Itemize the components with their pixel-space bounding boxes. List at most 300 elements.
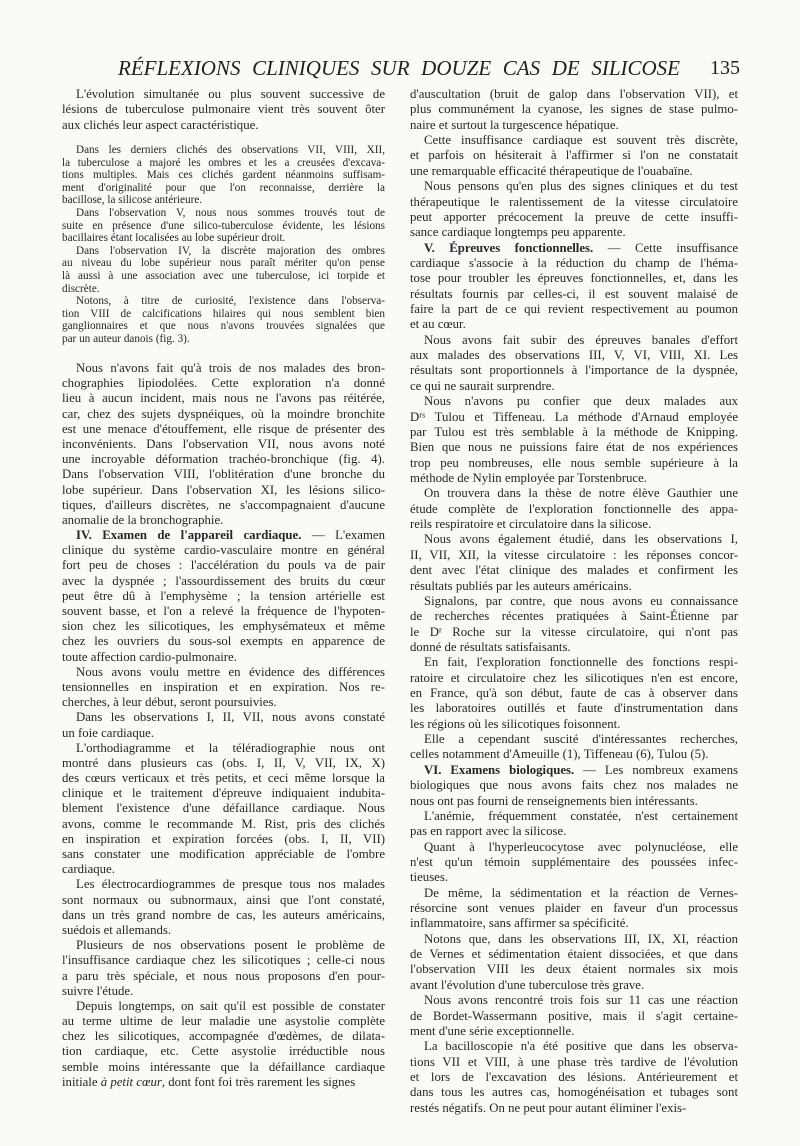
text-line: [410, 333, 738, 348]
paragraph: [410, 732, 738, 763]
text-line: [410, 901, 738, 916]
paragraph: [62, 665, 385, 711]
text-line: [410, 486, 738, 501]
line-text: [62, 1075, 355, 1090]
text-line: [62, 245, 385, 258]
text-line: [410, 609, 738, 624]
text-line: [410, 840, 738, 855]
paragraph: [62, 144, 385, 207]
line-text: En fait, l'exploration fonctionnelle des fonctions respi-: [424, 655, 738, 670]
line-text: Dans les observations I, II, VII, nous avons constaté: [76, 710, 385, 725]
line-text: un foie cardiaque.: [62, 725, 155, 740]
text-run: — Les nombreux examens: [574, 762, 738, 777]
text-line: [410, 471, 738, 486]
line-text: L'anémie, fréquemment constatée, n'est certainement: [424, 808, 738, 823]
line-text: en inspiration et expiration forcées (obs. I, II, VII): [62, 831, 385, 846]
paragraph: [62, 87, 385, 133]
paragraph: [410, 532, 738, 593]
text-line: [410, 594, 738, 609]
line-text: là aussi à une association avec une tuberculose, ici torpide et: [62, 269, 385, 282]
paragraph: [410, 87, 738, 133]
line-text: Dans l'observation V, nous nous sommes trouvés tout de: [76, 206, 385, 219]
right-column-body: [410, 87, 738, 1116]
line-text: aux clichés leur aspect caractéristique.: [62, 117, 259, 132]
text-line: [62, 574, 385, 589]
text-line: [62, 756, 385, 771]
text-line: [62, 452, 385, 467]
text-line: [410, 732, 738, 747]
text-line: [62, 665, 385, 680]
text-line: [62, 220, 385, 233]
paragraph: [62, 877, 385, 938]
text-line: [410, 916, 738, 931]
line-text: Dans l'observation IV, la discrète majoration des ombres: [76, 244, 385, 257]
line-text: étude complète de l'exploration fonctionnelle des appa-: [410, 501, 738, 516]
text-line: [410, 102, 738, 117]
text-line: [62, 710, 385, 725]
text-line: [62, 498, 385, 513]
text-line: [62, 407, 385, 422]
line-text: clinique et le traitement d'épreuve indiquaient indubita-: [62, 786, 385, 801]
line-text: une remarquable efficacité thérapeutique de l'ouabaïne.: [410, 163, 693, 178]
paragraph: [62, 938, 385, 999]
text-line: [62, 938, 385, 953]
line-text: Plusieurs de nos observations posent le problème de: [76, 938, 385, 953]
line-text: ment d'une série exceptionnelle.: [410, 1023, 575, 1038]
line-text: chographies lipiodolées. Cette exploration n'a donné: [62, 376, 385, 391]
line-text: blement l'existence d'une défaillance cardiaque. Nous: [62, 801, 385, 816]
paragraph: [410, 1039, 738, 1116]
text-line: [62, 604, 385, 619]
text-line: [62, 361, 385, 376]
text-line: [410, 794, 738, 809]
line-text: tieuses.: [410, 870, 449, 885]
text-line: [62, 984, 385, 999]
paragraph: [410, 241, 738, 333]
line-text: lobe supérieur. Dans l'observation XI, les lésions silico-: [62, 482, 385, 497]
text-line: [410, 1039, 738, 1054]
left-column-body: [62, 361, 385, 1090]
text-line: [62, 558, 385, 573]
line-text: Quant à l'hyperleucocytose avec polynucléose, elle: [424, 839, 738, 854]
paragraph: [62, 207, 385, 245]
line-text: de Vernes et sédimentation étaient dissociées, et que dans: [410, 947, 738, 962]
line-text: avec la dyspnée ; l'assourdissement des bruits du cœur: [62, 573, 385, 588]
superscript: r: [438, 624, 442, 634]
paragraph: [62, 361, 385, 528]
line-text: peut apporter précocement la preuve de cette insuffi-: [410, 209, 738, 224]
line-text: tion VIII de calcifications hilaires qui nous semblent bien: [62, 307, 385, 320]
line-text: tion cardiaque, etc. Cette asystolie irréductible nous: [62, 1044, 385, 1059]
text-line: [410, 870, 738, 885]
paragraph: [410, 840, 738, 886]
line-text: les régions où les silicotiques foisonnent.: [410, 716, 621, 731]
paragraph: [62, 245, 385, 295]
running-title-text: RÉFLEXIONS CLINIQUES SUR DOUZE CAS DE SILICOSE: [118, 56, 680, 80]
line-text: au niveau du lobe supérieur nous paraît mériter qu'on pense: [62, 257, 385, 270]
line-text: [424, 241, 738, 256]
text-line: [410, 532, 738, 547]
paragraph: [410, 809, 738, 840]
text-line: [410, 717, 738, 732]
line-text: n'est qu'un témoin supplémentaire des poussées infec-: [410, 854, 738, 869]
text-line: [410, 410, 738, 425]
text-line: [62, 391, 385, 406]
text-line: [410, 256, 738, 271]
text-line: [62, 923, 385, 938]
line-text: par Tulou est très semblable à la méthode de Knipping.: [410, 424, 738, 439]
text-line: [62, 308, 385, 321]
text-line: [410, 962, 738, 977]
line-text: Nous avons rencontré trois fois sur 11 cas une réaction: [424, 993, 738, 1008]
text-line: [62, 102, 385, 117]
text-line: [410, 579, 738, 594]
line-text: peut être dû à l'emphysème ; la tension artérielle est: [62, 588, 385, 603]
line-text: montré dans plusieurs cas (obs. I, II, V, VII, IX, X): [62, 755, 385, 770]
text-line: [410, 87, 738, 102]
text-line: [62, 283, 385, 296]
line-text: Notons, à titre de curiosité, l'existence dans l'observa-: [76, 295, 385, 308]
line-text: Depuis longtemps, on sait qu'il est possible de constater: [76, 998, 385, 1013]
line-text: aux malades des observations III, V, VI, VIII, XI. Les: [410, 348, 738, 363]
line-text: résultats sont proportionnels à l'importance de la dyspnée,: [410, 363, 738, 378]
text-line: [62, 908, 385, 923]
paragraph: [62, 999, 385, 1090]
text-line: [410, 701, 738, 716]
paragraph: [410, 333, 738, 394]
text-line: [62, 999, 385, 1014]
text-line: [62, 157, 385, 170]
text-line: [410, 640, 738, 655]
line-text: résultats fournis par celles-ci, il est souvent malaisé de: [410, 286, 738, 301]
line-text: de Bordet-Wassermann positive, mais il s'agit certaine-: [410, 1008, 738, 1023]
line-text: Nous n'avons fait qu'à trois de nos malades des bron-: [76, 361, 385, 375]
line-text: Signalons, par contre, que nous avons eu connaissance: [424, 593, 738, 608]
text-line: [62, 1075, 385, 1090]
line-text: discrète.: [62, 282, 100, 295]
line-text: Dans l'observation VIII, l'oblitération d'une bronche du: [62, 467, 385, 482]
paragraph: [410, 594, 738, 655]
paragraph: [62, 295, 385, 345]
line-text: lésions de tuberculose pulmonaire vient très souvent ôter: [62, 102, 385, 117]
line-text: ment d'originalité pour que l'on reconnaisse, derrière la: [62, 181, 385, 194]
text-line: [410, 747, 738, 762]
line-text: cardiaque.: [62, 862, 115, 877]
line-text: On trouvera dans la thèse de notre élève Gauthier une: [424, 486, 738, 501]
text-run: — Cette insuffisance: [593, 240, 739, 255]
text-line: [62, 144, 385, 157]
line-text: les laboratoires outillés et faute d'instrumentation dans: [410, 701, 738, 716]
section-heading: V. Épreuves fonctionnelles.: [424, 240, 594, 255]
line-text: tions VII et VIII, à une phase très tardive de l'évolution: [410, 1054, 738, 1069]
line-text: est une menace d'étouffement, elle risque de présenter des: [62, 421, 385, 436]
text-line: [62, 257, 385, 270]
line-text: Nous pensons qu'en plus des signes cliniques et du test: [424, 179, 738, 194]
text-line: [410, 686, 738, 701]
line-text: plus communément la cyanose, les signes de stase pulmo-: [410, 102, 738, 117]
text-line: [62, 543, 385, 558]
text-line: [410, 271, 738, 286]
line-text: méthode de Nylin employée par Torstenbruce.: [410, 470, 647, 485]
text-line: [62, 695, 385, 710]
line-text: d'auscultation (bruit de galop dans l'observation VII), et: [410, 87, 738, 101]
emphasis: à petit cœur: [100, 1074, 162, 1089]
text-run: D: [410, 409, 420, 424]
text-line: [410, 978, 738, 993]
text-line: [62, 182, 385, 195]
line-text: fort peu de choses : l'accélération du pouls va de pair: [62, 558, 385, 573]
text-line: [410, 394, 738, 409]
line-text: Les électrocardiogrammes de presque tous nos malades: [76, 877, 385, 892]
line-text: L'évolution simultanée ou plus souvent successive de: [76, 87, 385, 101]
line-text: l'observation VIII les deux étaient normales six mois: [410, 962, 738, 977]
text-line: [62, 1044, 385, 1059]
text-line: [410, 625, 738, 640]
text-line: [410, 517, 738, 532]
line-text: Nous n'avons pu confier que deux malades aux: [424, 394, 738, 409]
line-text: souvent basse, et l'on a relevé la fréquence de l'hypoten-: [62, 604, 385, 618]
line-text: pas en rapport avec la silicose.: [410, 824, 567, 839]
line-text: dans tous les autres cas, homogénéisation et tubages sont: [410, 1085, 738, 1100]
line-text: chez les ouvriers du sous-sol exempts en apparence de: [62, 634, 385, 649]
text-line: [62, 333, 385, 346]
line-text: dent avec l'état clinique des malades et confirment les: [410, 563, 738, 578]
text-line: [62, 969, 385, 984]
text-line: [62, 680, 385, 695]
superscript: rs: [419, 409, 426, 419]
text-line: [62, 589, 385, 604]
text-line: [410, 287, 738, 302]
text-line: [62, 376, 385, 391]
line-text: anomalie de la bronchographie.: [62, 512, 224, 527]
text-line: [62, 650, 385, 665]
paragraph: [62, 741, 385, 878]
line-text: [76, 528, 385, 543]
line-text: tensionnelles en inspiration et en expiration. Nos re-: [62, 679, 385, 694]
line-text: cherches, à leur début, seront poursuivies.: [62, 695, 277, 710]
running-title: [118, 54, 680, 82]
line-text: sion chez les silicotiques, les emphysémateux et même: [62, 619, 385, 634]
paragraph: [410, 932, 738, 993]
text-line: [410, 932, 738, 947]
text-line: [410, 502, 738, 517]
text-line: [410, 1070, 738, 1085]
text-line: [62, 817, 385, 832]
paragraph: [410, 133, 738, 179]
text-line: [410, 210, 738, 225]
line-text: au terme ultime de leur maladie une asystolie complète: [62, 1014, 385, 1029]
paragraph: [62, 528, 385, 665]
line-text: par un auteur danois (fig. 3).: [62, 332, 190, 345]
line-text: thérapeutique le ralentissement de la vitesse circulatoire: [410, 194, 738, 209]
text-line: [62, 483, 385, 498]
line-text: [424, 763, 738, 778]
paragraph: [410, 763, 738, 809]
text-line: [62, 295, 385, 308]
line-text: celles notamment d'Ameuille (1), Tiffeneau (6), Tulou (5).: [410, 747, 709, 762]
text-line: [410, 1024, 738, 1039]
line-text: Nous avons voulu mettre en évidence des différences: [76, 664, 385, 679]
line-text: Notons que, dans les observations III, IX, XI, réaction: [424, 931, 738, 946]
text-line: [62, 528, 385, 543]
line-text: suédois et allemands.: [62, 922, 172, 937]
line-text: lieu à aucun incident, mais nous ne l'avons pas réitérée,: [62, 391, 385, 406]
text-line: [62, 741, 385, 756]
line-text: résultats publiés par les auteurs américains.: [410, 578, 632, 593]
text-line: [410, 855, 738, 870]
text-line: [410, 195, 738, 210]
text-run: Roche sur la vitesse circulatoire, qui n'ont pas: [441, 624, 738, 639]
line-text: faire la part de ce qui revient respectivement au poumon: [410, 302, 738, 317]
text-line: [62, 1060, 385, 1075]
line-text: Dans les derniers clichés des observations VII, VIII, XII,: [76, 144, 385, 156]
text-run: initiale: [62, 1074, 101, 1089]
line-text: de recherches récentes pratiquées à Saint-Étienne par: [410, 609, 738, 624]
text-line: [410, 824, 738, 839]
text-line: [410, 379, 738, 394]
line-text: clinique du système cardio-vasculaire montre en général: [62, 543, 385, 558]
line-text: ganglionnaires et que nous n'avons trouvées signalées que: [62, 320, 385, 333]
text-line: [410, 655, 738, 670]
line-text: ce qui ne saurait surprendre.: [410, 378, 555, 393]
text-line: [62, 118, 385, 133]
line-text: et lors de l'excavation des lésions. Antérieurement et: [410, 1070, 738, 1084]
paragraph: [410, 993, 738, 1039]
line-text: Nous avons également étudié, dans les observations I,: [424, 532, 738, 547]
text-line: [62, 832, 385, 847]
text-line: [62, 513, 385, 528]
text-line: [62, 232, 385, 245]
text-line: [410, 763, 738, 778]
text-line: [410, 548, 738, 563]
note-block: [62, 144, 385, 346]
line-text: a paru très spéciale, et nous nous proposons d'en pour-: [62, 968, 385, 983]
line-text: en France, qu'à son début, faute de cas à observer dans: [410, 686, 738, 701]
line-text: résorcine sont venues plaider en faveur d'un processus: [410, 901, 738, 916]
text-run: , dont font foi très rarement les signes: [161, 1074, 356, 1089]
text-line: [62, 771, 385, 786]
line-text: des cœurs verticaux et très petits, et ceci même lorsque la: [62, 771, 385, 786]
line-text: inconvénients. Dans l'observation VII, nous avons noté: [62, 436, 385, 451]
line-text: tiques, d'ailleurs discrètes, ne s'accompagnaient d'aucune: [62, 497, 385, 512]
text-run: le D: [410, 624, 439, 639]
text-line: [410, 1055, 738, 1070]
line-text: avons, comme le recommande M. Rist, pris des clichés: [62, 816, 385, 831]
line-text: tose pour troubler les épreuves fonctionnelles, et, dans les: [410, 271, 738, 286]
text-line: [410, 947, 738, 962]
text-line: [410, 241, 738, 256]
text-line: [410, 456, 738, 471]
text-line: [62, 862, 385, 877]
line-text: la tuberculose a majoré les ombres et les a creusées d'excava-: [62, 156, 385, 169]
paragraph: [410, 394, 738, 486]
page-number: 135: [710, 57, 740, 79]
left-column-intro: [62, 87, 385, 133]
text-line: [62, 437, 385, 452]
line-text: La bacilloscopie n'a été positive que dans les observa-: [424, 1039, 738, 1054]
text-line: [62, 634, 385, 649]
line-text: donné de résultats satisfaisants.: [410, 639, 571, 654]
text-line: [62, 422, 385, 437]
line-text: ratoire et circulatoire chez les silicotiques n'en est encore,: [410, 670, 738, 685]
line-text: une incroyable déformation trachéo-bronchique (fig. 4).: [62, 452, 385, 467]
line-text: [410, 625, 738, 640]
line-text: [410, 410, 738, 425]
line-text: et au cœur.: [410, 317, 466, 332]
text-line: [62, 801, 385, 816]
text-line: [410, 179, 738, 194]
text-line: [410, 809, 738, 824]
text-line: [62, 847, 385, 862]
text-line: [410, 363, 738, 378]
paragraph: [62, 710, 385, 740]
text-line: [62, 953, 385, 968]
line-text: bacillose, la silicose antérieure.: [62, 194, 203, 207]
line-text: chez les silicotiques, accompagnée d'œdèmes, de dilata-: [62, 1029, 385, 1044]
line-text: II, VII, XII, la vitesse circulatoire : les réponses concor-: [410, 547, 738, 562]
section-heading: VI. Examens biologiques.: [424, 762, 575, 777]
line-text: car, chez des sujets dyspnéiques, où la moindre bronchite: [62, 406, 385, 421]
text-line: [410, 148, 738, 163]
line-text: cardiaque s'associe à la réduction du champ de l'héma-: [410, 255, 738, 270]
text-line: [62, 877, 385, 892]
line-text: et parfois on hésiterait à l'affirmer si l'on ne constatait: [410, 148, 738, 163]
text-line: [410, 348, 738, 363]
line-text: dans un très grand nombre de cas, les auteurs américains,: [62, 907, 385, 922]
line-text: De même, la sédimentation et la réaction de Vernes-: [424, 885, 738, 900]
text-line: [410, 778, 738, 793]
line-text: nous ont pas fourni de renseignements bien intéressants.: [410, 793, 698, 808]
line-text: toute affection cardio-pulmonaire.: [62, 649, 237, 664]
line-text: L'orthodiagramme et la téléradiographie nous ont: [76, 740, 385, 755]
text-line: [62, 87, 385, 102]
text-line: [410, 317, 738, 332]
line-text: Nous avons fait subir des épreuves banales d'effort: [424, 332, 738, 347]
text-line: [410, 1085, 738, 1100]
text-line: [410, 425, 738, 440]
text-line: [410, 118, 738, 133]
line-text: semble moins intéressante que la défaillance cardiaque: [62, 1059, 385, 1074]
text-line: [410, 886, 738, 901]
text-line: [62, 619, 385, 634]
text-line: [62, 1014, 385, 1029]
line-text: bacillaires étant localisées au lobe supérieur droit.: [62, 232, 286, 245]
text-line: [62, 320, 385, 333]
line-text: tions multiples. Mais ces clichés gardent néanmoins suffisam-: [62, 169, 385, 182]
text-line: [62, 786, 385, 801]
text-line: [410, 302, 738, 317]
text-line: [410, 164, 738, 179]
text-line: [62, 207, 385, 220]
text-line: [410, 671, 738, 686]
line-text: sance cardiaque longtemps peu apparente.: [410, 225, 626, 240]
text-line: [62, 467, 385, 482]
line-text: Bien que nous ne puissions faire état de nos expériences: [410, 440, 738, 455]
text-line: [410, 225, 738, 240]
line-text: Cette insuffisance cardiaque est souvent très discrète,: [424, 133, 738, 148]
line-text: sont normaux ou subnormaux, ainsi que l'ont constaté,: [62, 892, 385, 907]
line-text: naire et surtout la turgescence hépatique.: [410, 117, 619, 132]
text-line: [62, 194, 385, 207]
text-line: [410, 563, 738, 578]
line-text: suivre l'étude.: [62, 983, 134, 998]
text-run: — L'examen: [301, 528, 385, 543]
line-text: sans constater une modification appréciable de l'ombre: [62, 847, 385, 861]
text-line: [410, 133, 738, 148]
text-line: [62, 169, 385, 182]
line-text: reils respiratoire et circulatoire dans la silicose.: [410, 517, 652, 532]
line-text: Elle a cependant suscité d'intéressantes recherches,: [424, 732, 738, 747]
